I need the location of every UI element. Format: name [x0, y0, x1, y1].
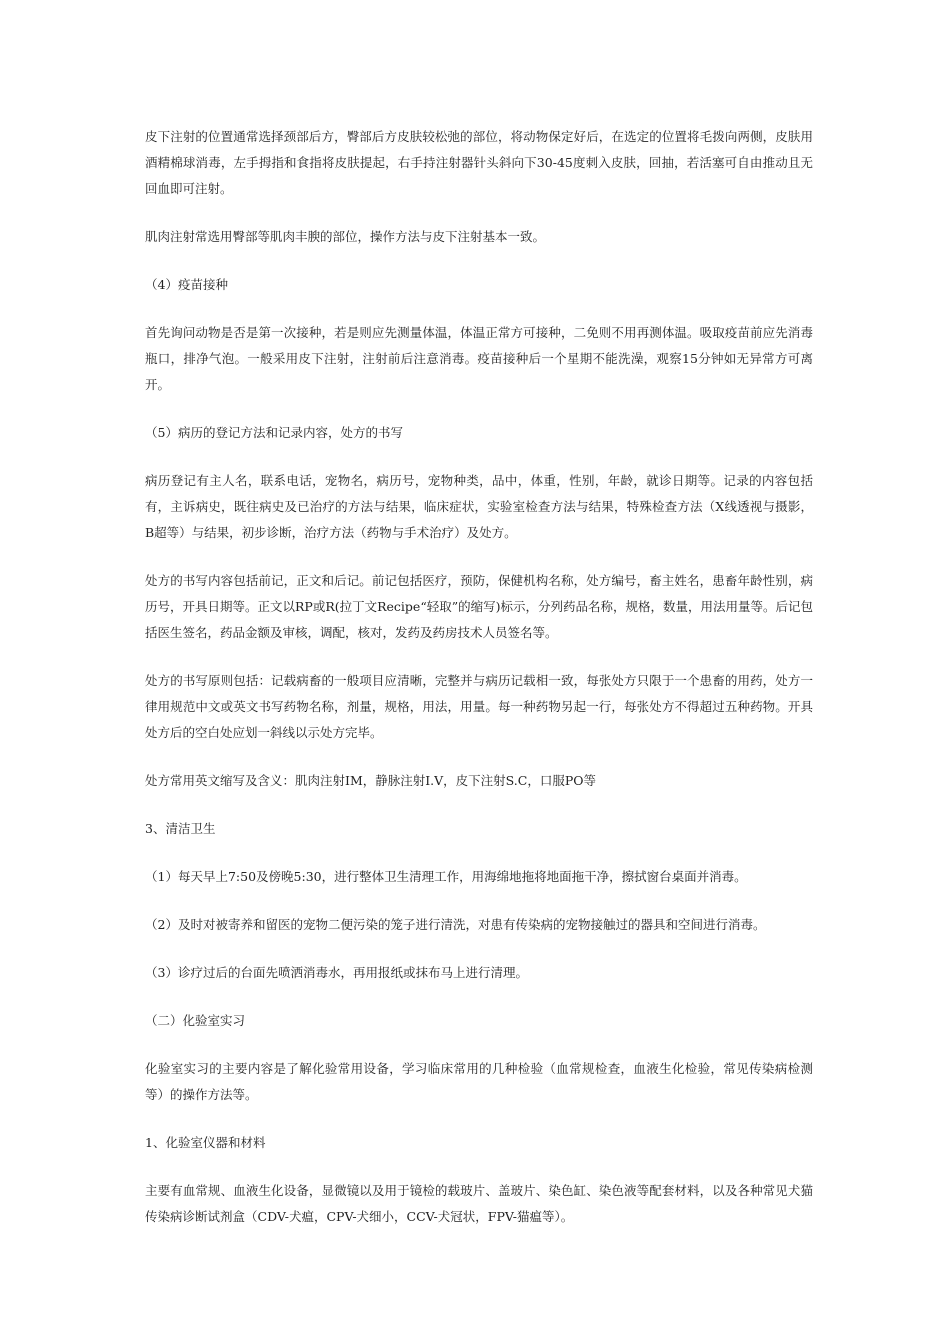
document-body	[145, 124, 813, 1252]
heading-cleaning: 3、清洁卫生	[145, 821, 216, 836]
heading-vaccination: （4）疫苗接种	[145, 277, 228, 292]
heading-lab-equipment: 1、化验室仪器和材料	[145, 1135, 266, 1150]
paragraph-record-contents: 病历登记有主人名，联系电话，宠物名，病历号，宠物种类，品中，体重，性别，年龄，就诊日期等。记录的内容包括有，主诉病史，既往病史及已治疗的方法与结果，临床症状，实验室检查方法与结果，特殊检查方法（X线透视与摄影，B超等）与结果，初步诊断，治疗方法（药物与手术治疗）及处方。	[145, 473, 813, 540]
paragraph-lab-equipment: 主要有血常规、血液生化设备，显微镜以及用于镜检的载玻片、盖玻片、染色缸、染色液等配套材料，以及各种常见犬猫传染病诊断试剂盒（CDV-犬瘟，CPV-犬细小，CCV-犬冠状，FPV-猫瘟等）。	[145, 1183, 813, 1224]
paragraph-vaccination: 首先询问动物是否是第一次接种，若是则应先测量体温，体温正常方可接种，二免则不用再测体温。吸取疫苗前应先消毒瓶口，排净气泡。一般采用皮下注射，注射前后注意消毒。疫苗接种后一个星期不能洗澡，观察15分钟如无异常方可离开。	[145, 325, 813, 392]
paragraph-cleaning-1: （1）每天早上7:50及傍晚5:30，进行整体卫生清理工作，用海绵地拖将地面拖干净，擦拭窗台桌面并消毒。	[145, 869, 747, 884]
heading-medical-records: （5）病历的登记方法和记录内容，处方的书写	[145, 425, 403, 440]
heading-lab-internship: （二）化验室实习	[145, 1013, 246, 1028]
paragraph-lab-internship: 化验室实习的主要内容是了解化验常用设备，学习临床常用的几种检验（血常规检查，血液生化检验，常见传染病检测等）的操作方法等。	[145, 1061, 813, 1102]
paragraph-cleaning-3: （3）诊疗过后的台面先喷洒消毒水，再用报纸或抹布马上进行清理。	[145, 965, 528, 980]
paragraph-intramuscular-injection: 肌肉注射常选用臀部等肌肉丰腴的部位，操作方法与皮下注射基本一致。	[145, 229, 546, 244]
paragraph-cleaning-2: （2）及时对被寄养和留医的宠物二便污染的笼子进行清洗，对患有传染病的宠物接触过的器具和空间进行消毒。	[145, 917, 766, 932]
paragraph-subcutaneous-injection: 皮下注射的位置通常选择颈部后方，臀部后方皮肤较松弛的部位，将动物保定好后，在选定的位置将毛拨向两侧，皮肤用酒精棉球消毒，左手拇指和食指将皮肤提起，右手持注射器针头斜向下30-45度刺入皮肤，回抽，若活塞可自由推动且无回血即可注射。	[145, 129, 813, 196]
paragraph-prescription-abbreviations: 处方常用英文缩写及含义：肌肉注射IM，静脉注射I.V，皮下注射S.C，口服PO等	[145, 773, 596, 788]
paragraph-prescription-contents: 处方的书写内容包括前记，正文和后记。前记包括医疗，预防，保健机构名称，处方编号，畜主姓名，患畜年龄性别，病历号，开具日期等。正文以RP或R(拉丁文Recipe“轻取”的缩写)标示，分列药品名称，规格，数量，用法用量等。后记包括医生签名，药品金额及审核，调配，核对，发药及药房技术人员签名等。	[145, 573, 813, 640]
paragraph-prescription-principles: 处方的书写原则包括：记载病畜的一般项目应清晰，完整并与病历记载相一致，每张处方只限于一个患畜的用药，处方一律用规范中文或英文书写药物名称，剂量，规格，用法，用量。每一种药物另起一行，每张处方不得超过五种药物。开具处方后的空白处应划一斜线以示处方完毕。	[145, 673, 813, 740]
